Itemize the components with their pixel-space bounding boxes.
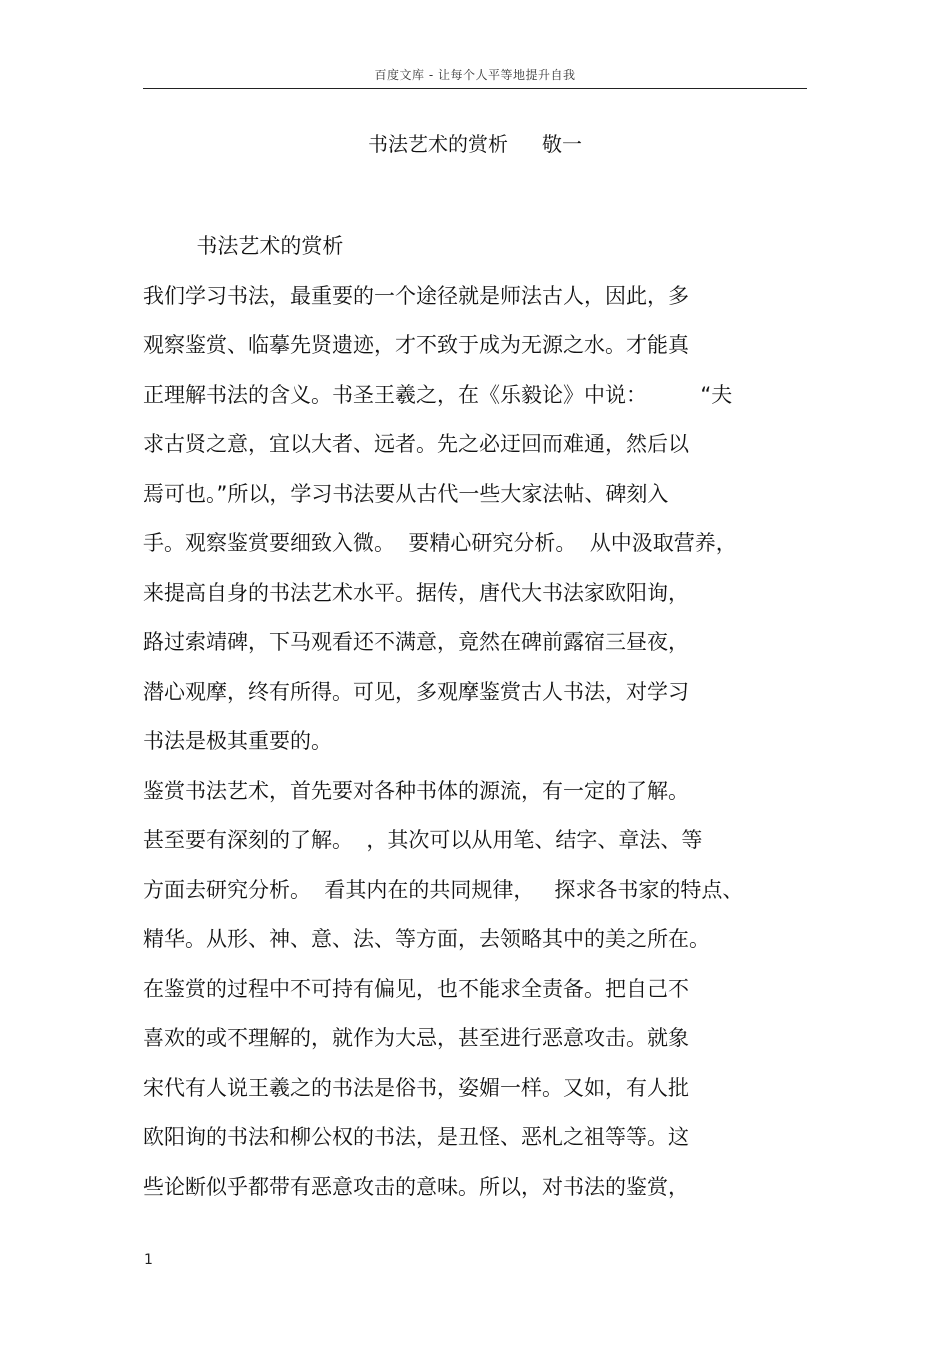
body-line: 在鉴赏的过程中不可持有偏见，也不能求全责备。把自己不 [143, 976, 689, 1001]
page-header [143, 62, 807, 89]
document-title [143, 128, 807, 157]
body-line: 书法艺术的赏析 [143, 234, 344, 258]
page-number: 1 [144, 1252, 153, 1268]
body-line: 喜欢的或不理解的，就作为大忌，甚至进行恶意攻击。就象 [143, 1026, 689, 1050]
body-line: 书法是极其重要的。 [143, 729, 332, 753]
header-text: 百度文库 - 让每个人平等地提升自我 [374, 68, 576, 82]
title-main: 书法艺术的赏析 [368, 132, 508, 156]
title-author: 敬一 [542, 132, 582, 156]
body-line: 甚至要有深刻的了解。 ，其次可以从用笔、结字、章法、等 [143, 828, 703, 852]
body-line: 来提高自身的书法艺术水平。据传，唐代大书法家欧阳询， [143, 580, 689, 605]
body-line: 路过索靖碑，下马观看还不满意，竟然在碑前露宿三昼夜， [143, 630, 689, 654]
body-line: 手。观察鉴赏要细致入微。 要精心研究分析。 从中汲取营养， [143, 531, 737, 555]
body-line: 精华。从形、神、意、法、等方面，去领略其中的美之所在。 [143, 927, 710, 951]
body-line: 鉴赏书法艺术，首先要对各种书体的源流，有一定的了解。 [143, 778, 689, 803]
body-line: 欧阳询的书法和柳公权的书法，是丑怪、恶札之祖等等。这 [143, 1125, 689, 1149]
body-line: 宋代有人说王羲之的书法是俗书，姿媚一样。又如，有人批 [143, 1075, 689, 1100]
body-line: 正理解书法的含义。书圣王羲之，在《乐毅论》中说： “夫 [143, 382, 733, 407]
document-body [143, 228, 807, 1218]
body-line: 求古贤之意，宜以大者、远者。先之必迂回而难通，然后以 [143, 432, 689, 456]
body-line: 些论断似乎都带有恶意攻击的意味。所以，对书法的鉴赏， [143, 1174, 689, 1199]
body-line: 焉可也。”所以，学习书法要从古代一些大家法帖、碑刻入 [143, 481, 669, 506]
body-line: 观察鉴赏、临摹先贤遗迹，才不致于成为无源之水。才能真 [143, 333, 689, 357]
body-line: 方面去研究分析。 看其内在的共同规律， 探求各书家的特点、 [143, 877, 744, 902]
body-line: 潜心观摩，终有所得。可见，多观摩鉴赏古人书法，对学习 [143, 679, 689, 704]
body-line: 我们学习书法，最重要的一个途径就是师法古人，因此，多 [143, 283, 689, 308]
